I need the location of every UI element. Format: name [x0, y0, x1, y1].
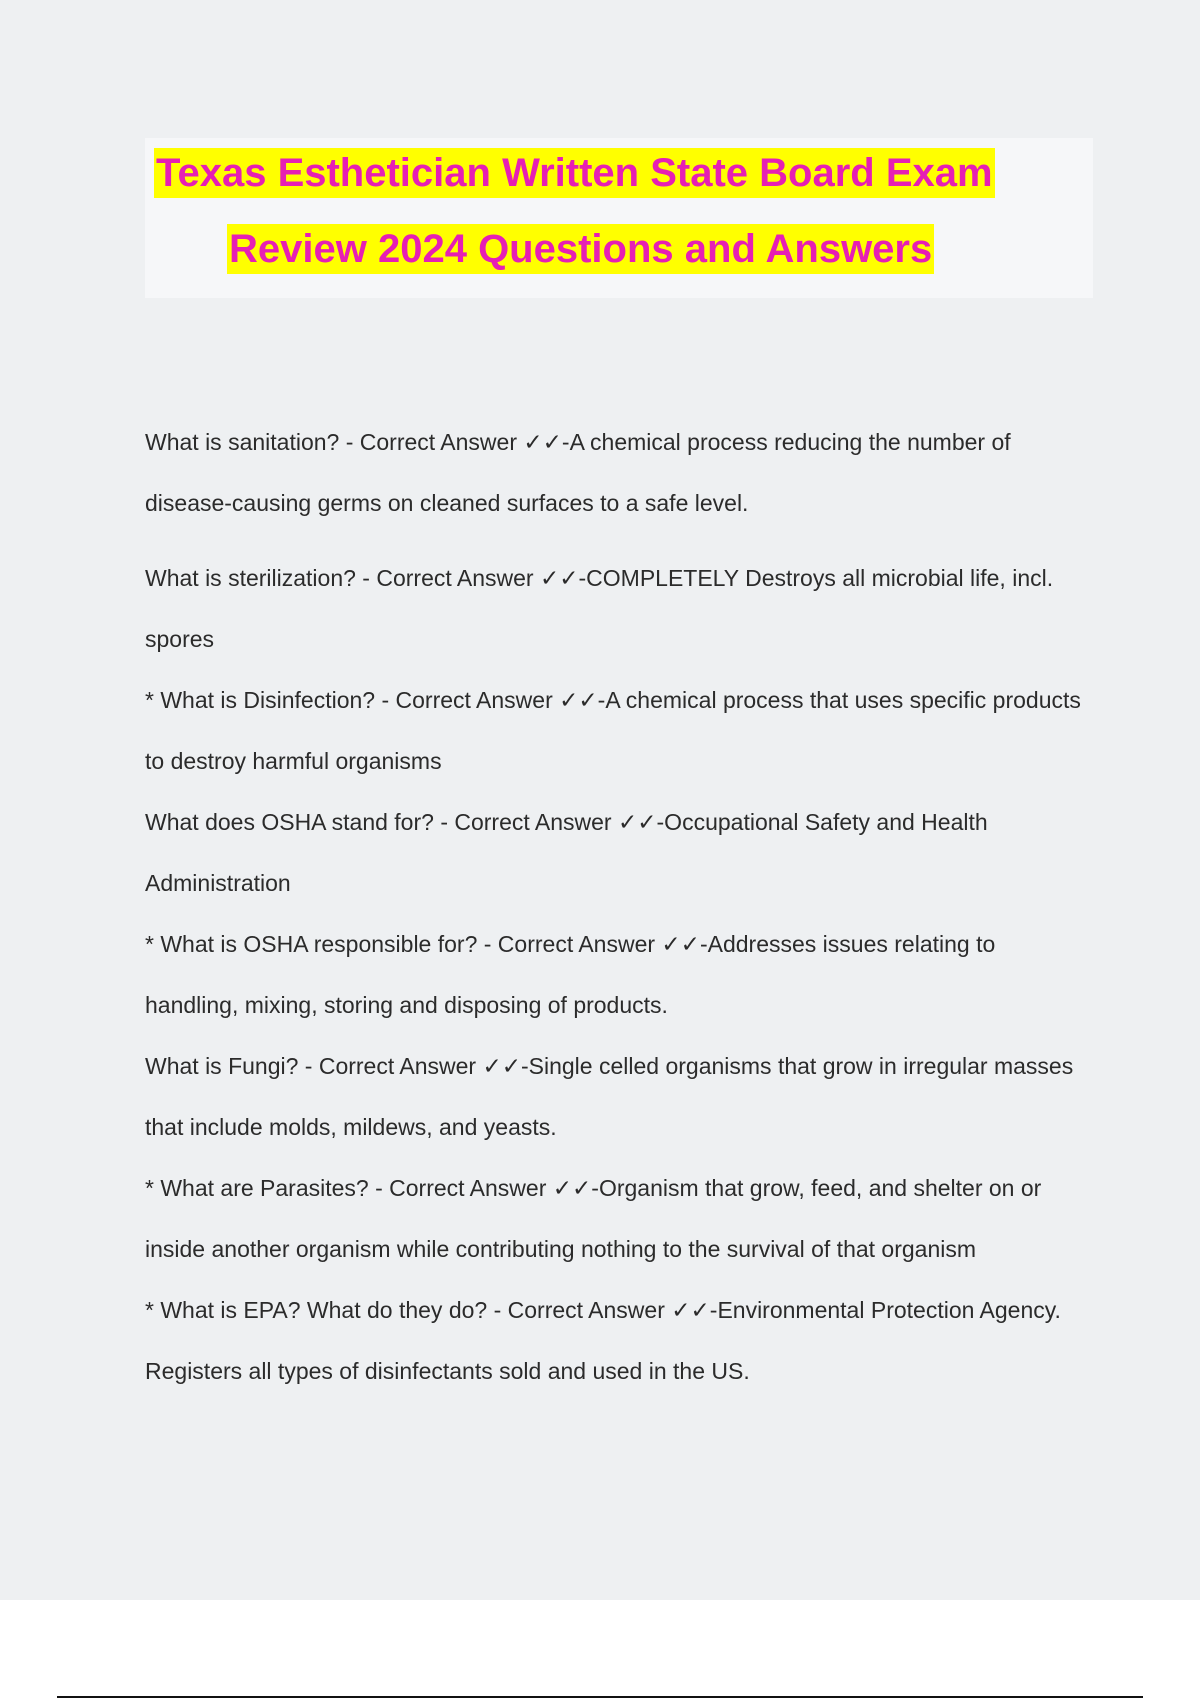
document-title-line-1: Texas Esthetician Written State Board Exam	[154, 148, 995, 198]
qa-item-osha-meaning: What does OSHA stand for? - Correct Answer ✓✓-Occupational Safety and Health Administration	[145, 809, 988, 896]
qa-item-sterilization: What is sterilization? - Correct Answer ✓✓-COMPLETELY Destroys all microbial life, incl. spores	[145, 565, 1054, 652]
page-footer-area	[0, 1600, 1200, 1700]
qa-item-osha-responsibility: * What is OSHA responsible for? - Correct Answer ✓✓-Addresses issues relating to handling, mixing, storing and disposing of products.	[145, 931, 996, 1018]
footer-divider	[57, 1696, 1143, 1698]
qa-item-parasites: * What are Parasites? - Correct Answer ✓✓-Organism that grow, feed, and shelter on or inside another organism while contributing nothing to the survival of that organism	[145, 1175, 1042, 1262]
qa-item-epa: * What is EPA? What do they do? - Correct Answer ✓✓-Environmental Protection Agency. Registers all types of disinfectants sold and used in the US.	[145, 1297, 1061, 1384]
qa-item-disinfection: * What is Disinfection? - Correct Answer ✓✓-A chemical process that uses specific products to destroy harmful organisms	[145, 687, 1081, 774]
qa-item-fungi: What is Fungi? - Correct Answer ✓✓-Single celled organisms that grow in irregular masses that include molds, mildews, and yeasts.	[145, 1053, 1074, 1140]
document-title-line-2: Review 2024 Questions and Answers	[227, 224, 934, 274]
title-block	[145, 138, 1093, 298]
qa-item-sanitation: What is sanitation? - Correct Answer ✓✓-A chemical process reducing the number of disease-causing germs on cleaned surfaces to a safe level.	[145, 429, 1011, 516]
question-answer-list	[145, 412, 1085, 1402]
